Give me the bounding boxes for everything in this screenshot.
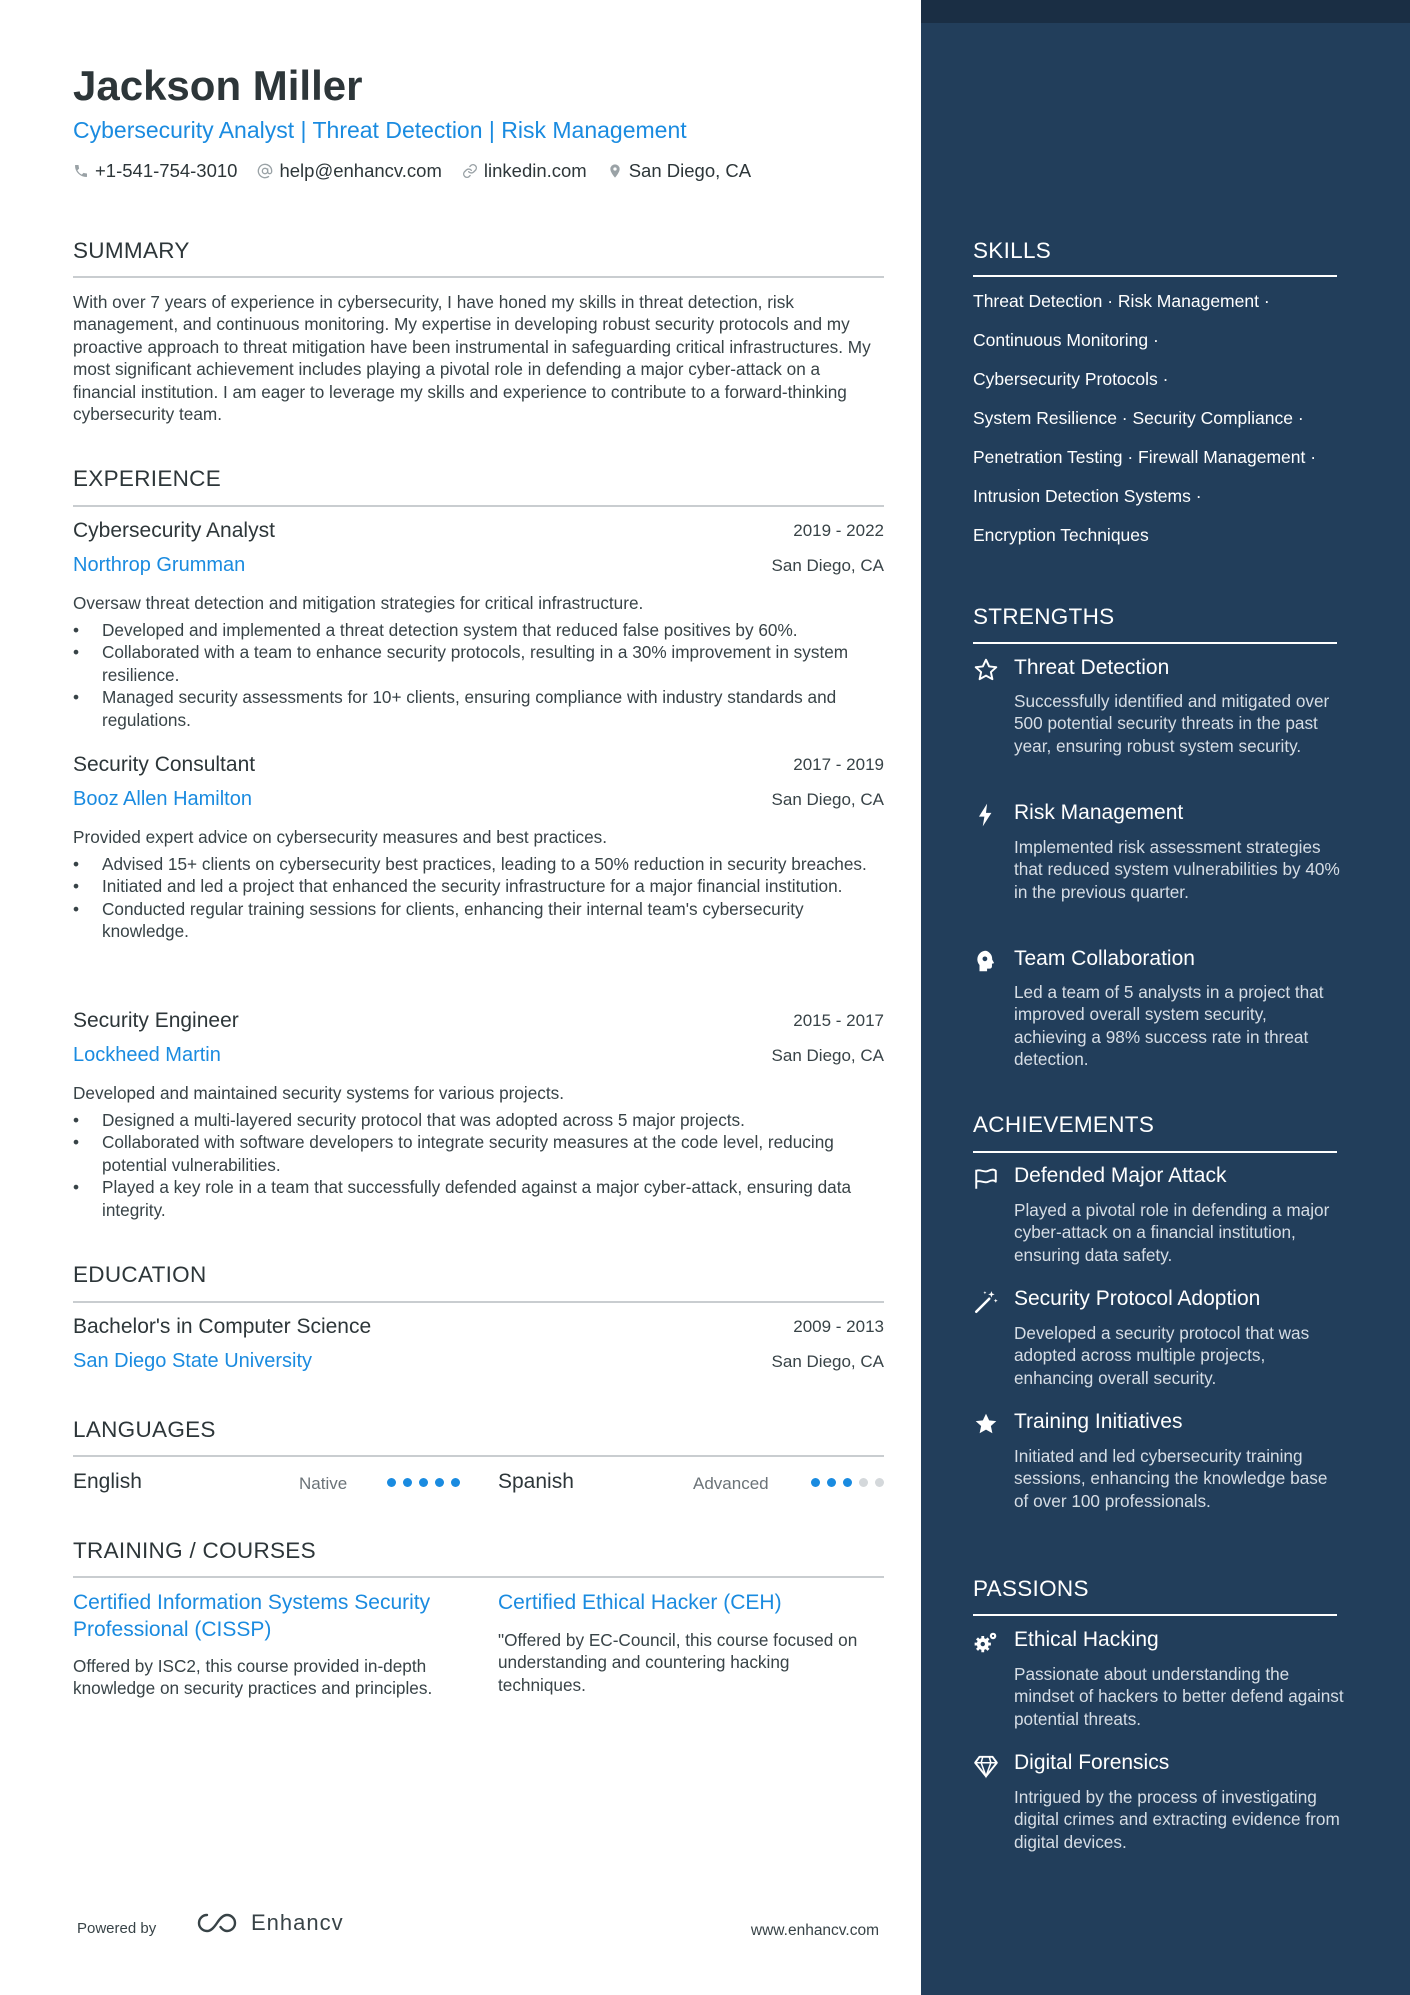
candidate-name: Jackson Miller — [73, 62, 363, 109]
rating-dot — [843, 1478, 852, 1487]
strength-title: Team Collaboration — [1014, 947, 1195, 970]
sidebar — [921, 0, 1410, 1995]
phone-text: +1-541-754-3010 — [95, 160, 238, 181]
achievement-title: Defended Major Attack — [1014, 1164, 1227, 1187]
brand-name: Enhancv — [251, 1910, 344, 1935]
magic-wand-icon — [973, 1289, 999, 1315]
rating-dot — [451, 1478, 460, 1487]
job-description: Provided expert advice on cybersecurity measures and best practices. — [73, 827, 608, 847]
at-icon — [257, 163, 273, 179]
skill-line: Intrusion Detection Systems · — [973, 486, 1202, 506]
achievement-description: Initiated and led cybersecurity training sessions, enhancing the knowledge base of over 100 professionals. — [1014, 1446, 1328, 1511]
linkedin-text: linkedin.com — [483, 160, 587, 181]
job-location: San Diego, CA — [771, 556, 884, 575]
training-rule — [73, 1576, 884, 1578]
passion-description: Passionate about understanding the mindset of hackers to better defend against potential threats. — [1014, 1664, 1344, 1729]
star-filled-icon — [973, 1411, 999, 1437]
location-text: San Diego, CA — [628, 160, 752, 181]
passions-rule — [973, 1614, 1337, 1616]
bullet-item: • Collaborated with software developers to integrate security measures at the code level, reducing potential vulnerabilities. — [73, 1131, 884, 1176]
skills-title: SKILLS — [973, 238, 1052, 263]
company-name: Lockheed Martin — [73, 1044, 221, 1066]
passion-title: Digital Forensics — [1014, 1751, 1170, 1774]
headline: Cybersecurity Analyst | Threat Detection | Risk Management — [73, 117, 687, 143]
language-rating — [387, 1478, 460, 1487]
skill-line: Cybersecurity Protocols · — [973, 369, 1169, 389]
achievement-title: Training Initiatives — [1014, 1410, 1183, 1433]
strength-title: Risk Management — [1014, 801, 1184, 824]
link-icon — [462, 163, 478, 179]
languages-title: LANGUAGES — [73, 1417, 216, 1442]
strength-title: Threat Detection — [1014, 656, 1170, 679]
strengths-title: STRENGTHS — [973, 604, 1115, 629]
contact-location — [607, 160, 751, 182]
skills-rule — [973, 275, 1337, 277]
strength-description: Implemented risk assessment strategies that reduced system vulnerabilities by 40% in the previous quarter. — [1014, 837, 1340, 902]
education-rule — [73, 1301, 884, 1303]
job-dates: 2015 - 2017 — [793, 1011, 884, 1030]
job-description: Oversaw threat detection and mitigation strategies for critical infrastructure. — [73, 593, 644, 613]
summary-title: SUMMARY — [73, 238, 190, 263]
achievements-rule — [973, 1151, 1337, 1153]
passion-description: Intrigued by the process of investigating digital crimes and extracting evidence from digital devices. — [1014, 1787, 1340, 1852]
skill-line: System Resilience · Security Compliance · — [973, 408, 1304, 428]
bullet-item: • Advised 15+ clients on cybersecurity best practices, leading to a 50% reduction in security breaches. — [73, 853, 884, 875]
languages-rule — [73, 1455, 884, 1457]
bullet-item: • Played a key role in a team that successfully defended against a major cyber-attack, ensuring data integrity. — [73, 1176, 884, 1221]
contact-phone[interactable] — [73, 160, 237, 182]
job-description: Developed and maintained security systems for various projects. — [73, 1083, 565, 1103]
skill-line: Continuous Monitoring · — [973, 330, 1159, 350]
achievements-title: ACHIEVEMENTS — [973, 1112, 1155, 1137]
contact-linkedin[interactable] — [462, 160, 587, 182]
enhancv-logo-icon — [195, 1911, 241, 1935]
enhancv-logo[interactable] — [195, 1910, 344, 1936]
education-location: San Diego, CA — [771, 1352, 884, 1371]
job-bullets — [73, 619, 884, 731]
gears-icon — [973, 1630, 999, 1656]
summary-text: With over 7 years of experience in cybersecurity, I have honed my skills in threat detection, risk management, and continuous monitoring. My expertise in developing robust security protocols and my proactive approach to threat mitigation have been instrumental in safeguarding critical infrastructures. My most significant achievement includes playing a pivotal role in defending a major cyber-attack on a financial institution. I am eager to leverage my skills and experience to contribute to a forward-thinking cybersecurity team. — [73, 292, 871, 425]
experience-title: EXPERIENCE — [73, 466, 222, 491]
company-name: Northrop Grumman — [73, 554, 246, 576]
lightning-icon — [973, 802, 999, 828]
language-level: Native — [299, 1474, 348, 1493]
job-bullets — [73, 1109, 884, 1221]
course-description: "Offered by EC-Council, this course focused on understanding and countering hacking techniques. — [498, 1630, 858, 1695]
job-location: San Diego, CA — [771, 1046, 884, 1065]
passion-title: Ethical Hacking — [1014, 1628, 1159, 1651]
job-title: Security Engineer — [73, 1009, 239, 1032]
head-icon — [973, 948, 999, 974]
job-title: Security Consultant — [73, 753, 256, 776]
achievement-description: Developed a security protocol that was adopted across multiple projects, enhancing overall security. — [1014, 1323, 1310, 1388]
contact-bar — [73, 160, 751, 182]
powered-by-label: Powered by — [77, 1920, 157, 1937]
phone-icon — [73, 163, 89, 179]
sidebar-top-bar — [921, 0, 1410, 23]
experience-rule — [73, 505, 884, 507]
job-dates: 2019 - 2022 — [793, 521, 884, 540]
education-dates: 2009 - 2013 — [793, 1317, 884, 1336]
job-bullets — [73, 853, 884, 943]
rating-dot — [403, 1478, 412, 1487]
footer-url[interactable]: www.enhancv.com — [750, 1922, 879, 1939]
strength-description: Successfully identified and mitigated over 500 potential security threats in the past year, ensuring robust system security. — [1014, 691, 1330, 756]
bullet-item: • Initiated and led a project that enhanced the security infrastructure for a major financial institution. — [73, 875, 884, 897]
company-name: Booz Allen Hamilton — [73, 788, 252, 810]
skill-line: Threat Detection · Risk Management · — [973, 291, 1270, 311]
course-title: Certified Information Systems Security Professional (CISSP) — [73, 1591, 431, 1641]
bullet-item: • Collaborated with a team to enhance security protocols, resulting in a 30% improvement in system resilience. — [73, 641, 884, 686]
skill-line: Penetration Testing · Firewall Management · — [973, 447, 1317, 467]
job-title: Cybersecurity Analyst — [73, 519, 275, 542]
rating-dot — [387, 1478, 396, 1487]
strengths-rule — [973, 642, 1337, 644]
achievement-title: Security Protocol Adoption — [1014, 1287, 1261, 1310]
bullet-item: • Conducted regular training sessions for clients, enhancing their internal team's cybersecurity knowledge. — [73, 898, 884, 943]
rating-dot — [827, 1478, 836, 1487]
school-name: San Diego State University — [73, 1350, 313, 1372]
job-location: San Diego, CA — [771, 790, 884, 809]
language-rating — [811, 1478, 884, 1487]
passions-title: PASSIONS — [973, 1576, 1089, 1601]
bullet-item: • Managed security assessments for 10+ clients, ensuring compliance with industry standards and regulations. — [73, 686, 884, 731]
language-name: English — [73, 1470, 142, 1493]
language-name: Spanish — [498, 1470, 574, 1493]
training-title: TRAINING / COURSES — [73, 1538, 316, 1563]
rating-dot — [419, 1478, 428, 1487]
job-dates: 2017 - 2019 — [793, 755, 884, 774]
email-text: help@enhancv.com — [279, 160, 442, 181]
diamond-icon — [973, 1753, 999, 1779]
strength-description: Led a team of 5 analysts in a project that improved overall system security, achieving a 98% success rate in threat detection. — [1014, 982, 1324, 1070]
education-title: EDUCATION — [73, 1262, 207, 1287]
course-title: Certified Ethical Hacker (CEH) — [498, 1591, 782, 1614]
language-level: Advanced — [693, 1474, 769, 1493]
bullet-item: • Developed and implemented a threat detection system that reduced false positives by 60%. — [73, 619, 884, 641]
skill-line: Encryption Techniques — [973, 525, 1149, 545]
achievement-description: Played a pivotal role in defending a major cyber-attack on a financial institution, ensuring data safety. — [1014, 1200, 1330, 1265]
rating-dot — [435, 1478, 444, 1487]
location-pin-icon — [607, 163, 623, 179]
bullet-item: • Designed a multi-layered security protocol that was adopted across 5 major projects. — [73, 1109, 884, 1131]
summary-rule — [73, 276, 884, 278]
rating-dot — [859, 1478, 868, 1487]
contact-email[interactable] — [257, 160, 441, 182]
flag-icon — [973, 1166, 999, 1192]
rating-dot — [811, 1478, 820, 1487]
degree-title: Bachelor's in Computer Science — [73, 1315, 372, 1338]
star-outline-icon — [973, 657, 999, 683]
course-description: Offered by ISC2, this course provided in-depth knowledge on security practices and principles. — [73, 1656, 433, 1699]
rating-dot — [875, 1478, 884, 1487]
